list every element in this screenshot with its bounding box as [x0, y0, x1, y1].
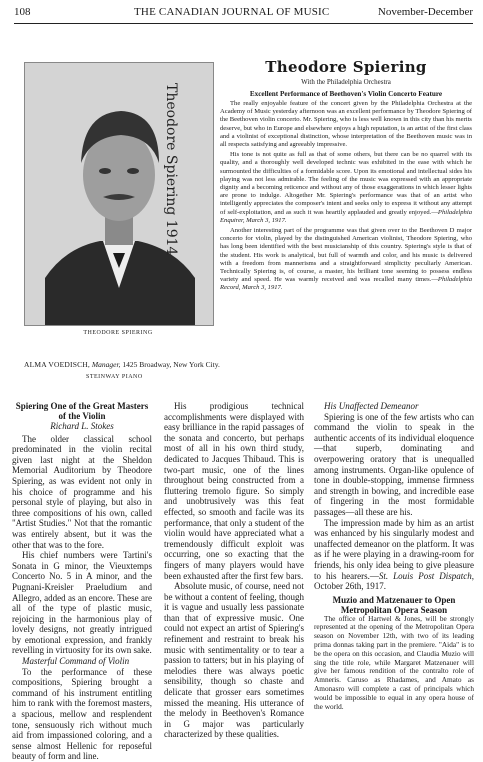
paragraph-text: The impression made by him as an artist was enhanced by his singularly modest and unaffected demeanor on the platform. It was as if he were playing in a drawing-room for friends, his only idea being to give pleasure to his hearers.—	[314, 517, 474, 581]
manager-role: Manager,	[91, 360, 121, 369]
paragraph: The older classical school predominated in the violin recital given last night at the Sheldon Memorial Auditorium by Theodore Spiering, as was evident not only in his choice of programme and his personal style of playing, but also in three compositions of his own, called "Artist Studies." Not that the romantic was entirely absent, but it was the other that was to the fore.	[12, 433, 152, 550]
paragraph-text: Another interesting part of the programme was that given over to the Beethoven D major concerto for violin, played by the distinguished American violinist, Theodore Spiering, who has long been identified with the best musicianship of this country. Spiering's style is that of the student. His work is analytical, but full of warmth and color, and his music is delivered with a freedom from mannerisms and a straightforward simplicity peculiarly American. Technically Spiering is, of course, a master, his brilliant tone seeming to possess endless variety and speed. He was warmly received and was recalled many times.—	[220, 227, 472, 284]
subheading: His Unaffected Demeanor	[324, 401, 419, 411]
portrait-photo	[24, 62, 214, 326]
manager-notice	[24, 360, 234, 380]
journal-title: THE CANADIAN JOURNAL OF MUSIC	[134, 6, 330, 18]
feature-title: Theodore Spiering	[265, 58, 427, 76]
paragraph: His chief numbers were Tartini's Sonata in G minor, the Vieuxtemps Concerto No. 5 in A minor, and the Pugnani-Kreisler Praeludium and Allegro, added as an encore. These are all of the type of plastic music, rejoicing in the harmonious play of lovely designs, not greatly intrigued by emotional expression, and frankly revelling in virtuosity for its own sake.	[12, 550, 152, 656]
paragraph-text: His tone is not quite as full as that of some others, but there can be no quarrel with its quality, and a thoroughly well developed technic was exhibited in the ease with which he surmounted the difficulties of a formidable score. Upon its emotional and intellectual sides his playing was not less admirable. The feeling of the music was expressed with an appropriate dignity and a becoming reticence and without any of those exaggerations in which lesser lights are prone to indulge. Altogether Mr. Spiering's performance was that of an artist who intelligently appreciates the composer's intent and seeks only to express it without any attempt of self-exploitation, and as such it was heartily applauded and greatly enjoyed.—	[220, 151, 472, 216]
feature-headline: Excellent Performance of Beethoven's Violin Concerto Feature	[249, 90, 443, 98]
paragraph: To the performance of these compositions, Spiering brought a command of his instrument entitling him to rank with the foremost masters, a spacious, mellow and resplendent tone, sensuously rich without much aid from impassioned coloring, and a sense almost Hellenic for reposeful beauty of form and line.	[12, 666, 152, 762]
paragraph: The office of Hartwel & Jones, will be strongly represented at the opening of the Metropolitan Opera season on November 12th, with two of its leading prima donnas taking part in the premiere. "Aida" is to be the opera on this occasion, and Claudia Muzio will sing the title role, while Margaret Matzenauer will give her famous rendition of the contralto role of Amneris. Caruso as Rhadames, and Amato as Amonasro will complete a cast of principals which would be impossible to equal in any opera house of the world.	[314, 613, 474, 711]
paragraph	[314, 518, 474, 592]
portrait-signature: Theodore Spiering 1914	[163, 83, 179, 256]
small-print-block	[314, 615, 474, 712]
column-2	[164, 401, 304, 740]
portrait-illustration	[25, 63, 213, 325]
issue-date: November-December	[377, 6, 473, 18]
piano-credit: STEINWAY PIANO	[86, 374, 143, 380]
subheading: Masterful Command of Violin	[22, 656, 130, 667]
source-citation: St. Louis Post Dispatch,	[378, 570, 475, 581]
page-number: 108	[14, 6, 31, 18]
feature-article	[220, 58, 472, 293]
source-citation: Philadelphia Record, March 3, 1917.	[220, 276, 472, 292]
feature-subtitle: With the Philadelphia Orchestra	[301, 78, 391, 86]
paragraph: Spiering is one of the few artists who can command the violin to speak in the authentic accents of its individual eloquence—that superb, dominating and overpowering oratory that is unequalled among instruments. Organ-like opulence of tone in double-stopping, immense firmness and strength in bowing, and incredible ease of fingering in the most formidable passages—all these are his.	[314, 411, 474, 517]
article-title: Spiering One of the Great Masters of the Violin	[15, 401, 149, 421]
feature-paragraph: The really enjoyable feature of the concert given by the Philadelphia Orchestra at the Academy of Music yesterday afternoon was an excellent performance by Theodore Spiering of the Beethoven violin concerto. Mr. Spiering, who is less well known in this city than his merits deserve, but who in Europe and elsewhere enjoys a high reputation, is an artist of the first class and a violinist of exceptional distinction, whose interpretation of the Beethoven music was in all respects satisfying and agreeably impressive.	[220, 100, 472, 149]
header-rule	[14, 23, 473, 24]
source-date: October 26th, 1917.	[314, 581, 386, 592]
article-title: Muzio and Matzenauer to Open Metropolitan Opera Season	[332, 594, 456, 615]
byline: Richard L. Stokes	[50, 421, 114, 431]
column-1	[12, 401, 152, 762]
column-3	[314, 401, 474, 711]
paragraph: His prodigious technical accomplishments were displayed with easy brilliance in the rapid passages of the sonata and concerto, but perhaps most of all in his own third study, dedicated to Jacques Thibaud. This is two-part music, one of the lines throughout being constructed from a fluttering tremolo figure. So simply and unobtrusively was this feat effected, so smooth and facile was its performance, that only a student of the violin would have appreciated what a tremendously difficult exploit was occurring, one so exacting that the fingers of many players would have been exhausted after the first few bars.	[164, 401, 304, 581]
manager-address: 1425 Broadway, New York City.	[122, 360, 220, 369]
paragraph: Absolute music, of course, need not be without a content of feeling, though it is vague and usually less passionate than that of expressive music. One could not expect an artist of Spiering's refinement and restraint to break his music with sentimentality or to tear a passion to tatters; but in his playing of melodies there was always poetic sensibility, though so chaste and delicate that grosser ears sometimes missed the meaning. His utterance of the melody in Beethoven's Romance in G major was particularly characterized by these qualities.	[164, 581, 304, 740]
feature-paragraph	[220, 227, 472, 293]
manager-name: ALMA VOEDISCH,	[24, 360, 91, 369]
page-header	[14, 6, 473, 20]
photo-caption: THEODORE SPIERING	[83, 330, 153, 336]
source-citation: Philadelphia Enquirer, March 3, 1917.	[220, 208, 472, 224]
feature-paragraph	[220, 151, 472, 225]
